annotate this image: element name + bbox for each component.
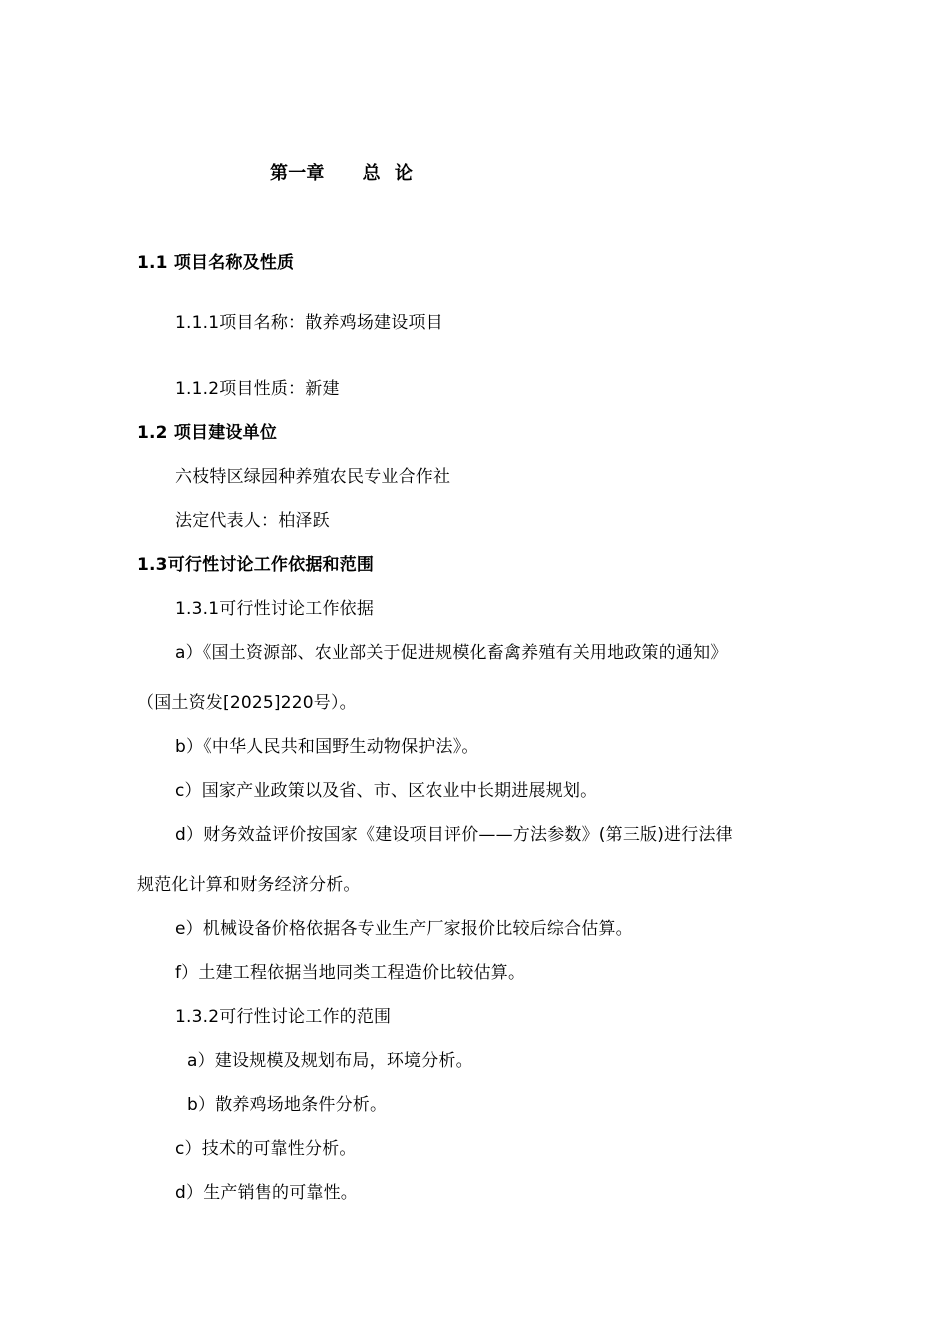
item-1-1-1: 1.1.1项目名称：散养鸡场建设项目 (175, 313, 443, 333)
basis-c: c）国家产业政策以及省、市、区农业中长期进展规划。 (175, 781, 598, 801)
basis-e: e）机械设备价格依据各专业生产厂家报价比较后综合估算。 (175, 919, 633, 939)
scope-a: a）建设规模及规划布局，环境分析。 (187, 1051, 473, 1071)
basis-f: f）土建工程依据当地同类工程造价比较估算。 (175, 963, 526, 983)
unit-name: 六枝特区绿园种养殖农民专业合作社 (175, 467, 451, 487)
basis-b: b）《中华人民共和国野生动物保护法》。 (175, 737, 479, 757)
section-heading-1-1: 1.1 项目名称及性质 (137, 253, 295, 273)
scope-b: b）散养鸡场地条件分析。 (187, 1095, 388, 1115)
chapter-title-part-2: 论 (394, 163, 414, 184)
scope-c: c）技术的可靠性分析。 (175, 1139, 357, 1159)
scope-d: d）生产销售的可靠性。 (175, 1183, 358, 1203)
basis-a-line-2: （国土资发[2025]220号）。 (137, 693, 357, 713)
section-heading-1-3: 1.3可行性讨论工作依据和范围 (137, 555, 375, 575)
chapter-title-part-1: 总 (362, 163, 381, 184)
item-1-3-2: 1.3.2可行性讨论工作的范围 (175, 1007, 392, 1027)
basis-d-line-1: d）财务效益评价按国家《建设项目评价——方法参数》(第三版)进行法律 (175, 825, 733, 845)
chapter-number: 第一章 (270, 163, 325, 184)
section-heading-1-2: 1.2 项目建设单位 (137, 423, 278, 443)
item-1-3-1: 1.3.1可行性讨论工作依据 (175, 599, 375, 619)
basis-d-line-2: 规范化计算和财务经济分析。 (137, 875, 361, 895)
chapter-heading (270, 162, 413, 186)
legal-representative: 法定代表人：柏泽跃 (175, 511, 330, 531)
basis-a-line-1: a）《国土资源部、农业部关于促进规模化畜禽养殖有关用地政策的通知》 (175, 643, 728, 663)
item-1-1-2: 1.1.2项目性质：新建 (175, 379, 340, 399)
